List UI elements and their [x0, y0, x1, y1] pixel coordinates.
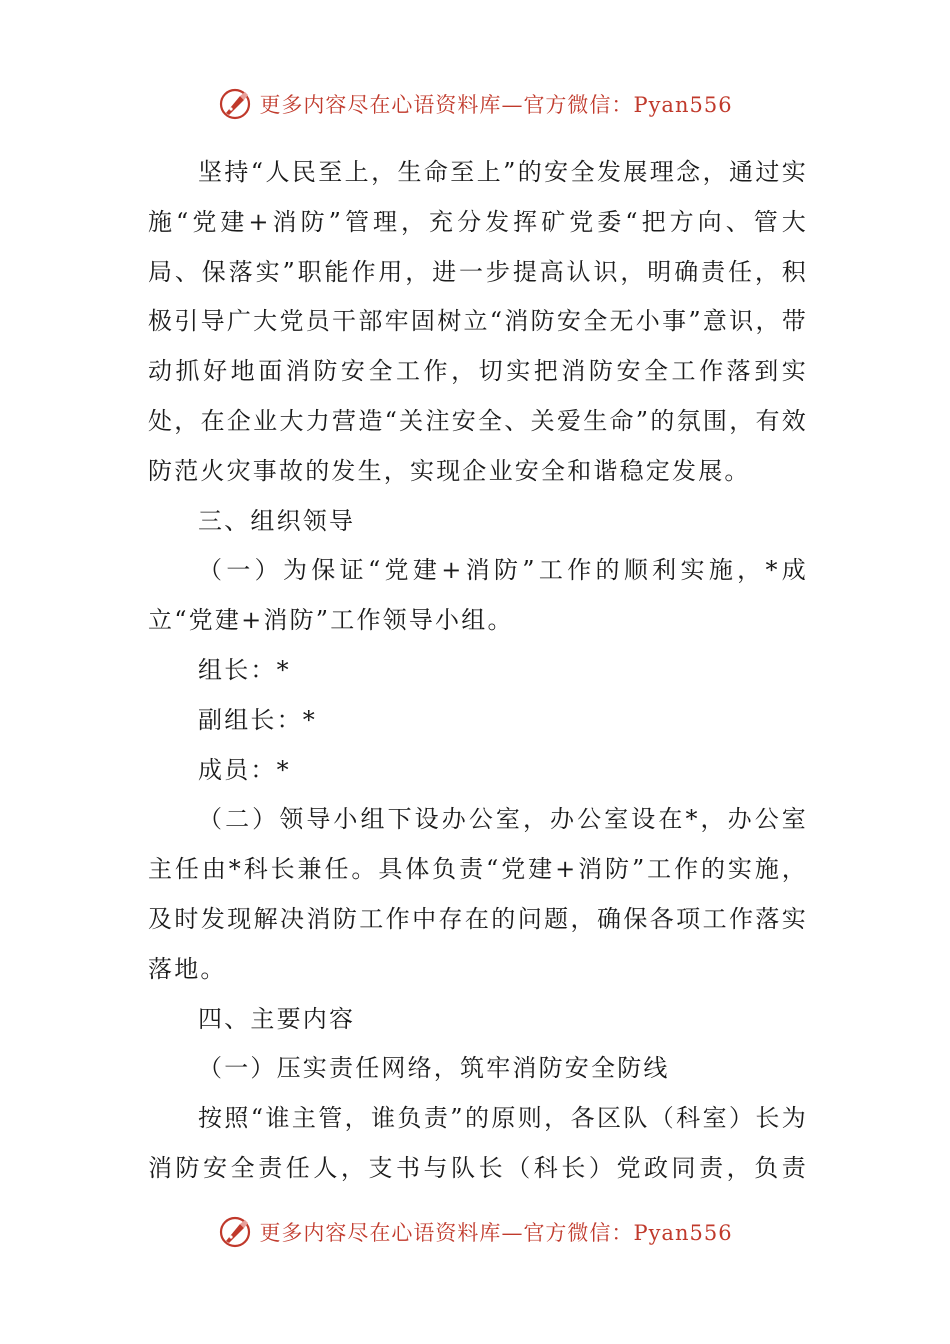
members-line: 成员：*: [198, 755, 291, 784]
section-heading-4: 四、主要内容: [198, 1004, 356, 1033]
leader-line: 组长：*: [198, 655, 291, 684]
deputy-leader-line: 副组长：*: [198, 705, 317, 734]
banner-text: 更多内容尽在心语资料库—官方微信：Pyan556: [259, 93, 733, 117]
subsection-heading-1: （一）压实责任网络，筑牢消防安全防线: [198, 1054, 670, 1083]
pen-nib-logo-icon: [217, 1214, 253, 1250]
pen-nib-logo-icon: [217, 86, 253, 122]
paragraph-office: （二）领导小组下设办公室，办公室设在*，办公室主任由*科长兼任。具体负责“党建+消防”工作的实施，及时发现解决消防工作中存在的问题，确保各项工作落实落地。: [148, 805, 808, 983]
header-banner: [0, 84, 950, 124]
document-body: [148, 148, 808, 1194]
paragraph-responsibility: 按照“谁主管，谁负责”的原则，各区队（科室）长为消防安全责任人，支书与队长（科长）党政同责，负责: [148, 1104, 808, 1182]
paragraph-intro: 坚持“人民至上，生命至上”的安全发展理念，通过实施“党建+消防”管理，充分发挥矿党委“把方向、管大局、保落实”职能作用，进一步提高认识，明确责任，积极引导广大党员干部牢固树立“消防安全无小事”意识，带动抓好地面消防安全工作，切实把消防安全工作落到实处，在企业大力营造“关注安全、关爱生命”的氛围，有效防范火灾事故的发生，实现企业安全和谐稳定发展。: [148, 158, 808, 485]
paragraph-leadership-group: （一）为保证“党建+消防”工作的顺利实施，*成立“党建+消防”工作领导小组。: [148, 556, 808, 635]
footer-banner: [0, 1212, 950, 1252]
banner-text: 更多内容尽在心语资料库—官方微信：Pyan556: [259, 1221, 733, 1245]
section-heading-3: 三、组织领导: [198, 506, 356, 535]
